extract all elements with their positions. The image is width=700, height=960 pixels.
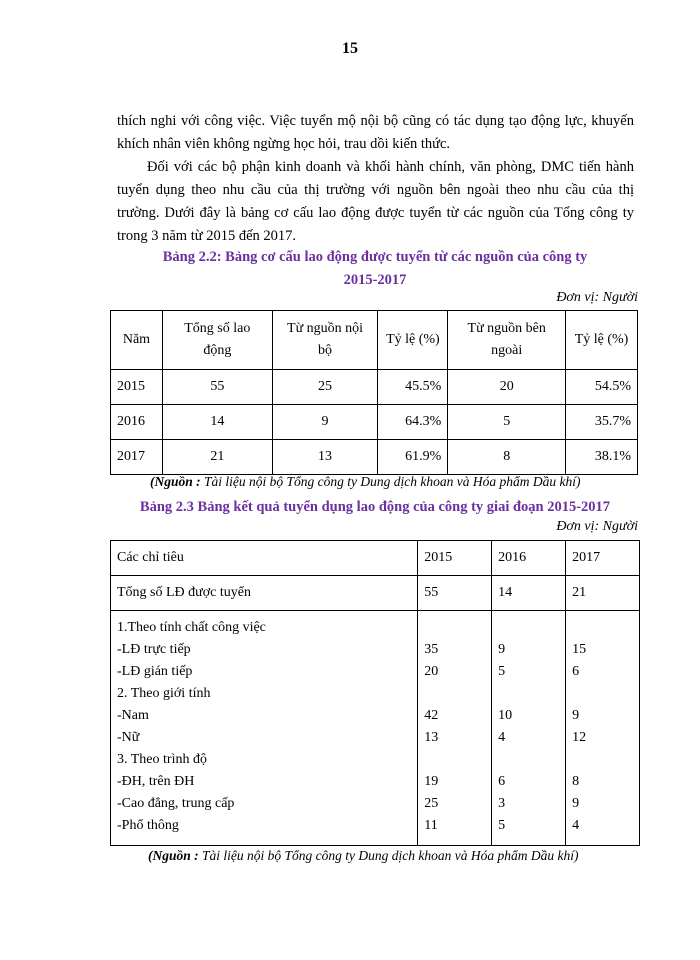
detail-value: 9 xyxy=(572,796,580,811)
cell-total: 14 xyxy=(162,405,272,440)
cell-year: 2016 xyxy=(111,405,163,440)
cell-internal: 25 xyxy=(272,370,378,405)
table-header-row xyxy=(111,541,640,576)
cell-external-pct: 54.5% xyxy=(566,370,638,405)
detail-value: 20 xyxy=(424,664,439,679)
table-row xyxy=(111,440,638,475)
cell-total: 55 xyxy=(162,370,272,405)
header-cell: 2015 xyxy=(418,541,492,576)
detail-label: -Nam xyxy=(117,708,149,723)
cell-external-pct: 38.1% xyxy=(566,440,638,475)
detail-2017-cell xyxy=(566,611,640,846)
detail-value: 4 xyxy=(572,818,580,833)
table-2-2-caption-line2: 2015-2017 xyxy=(343,272,407,288)
detail-label: -LĐ gián tiếp xyxy=(117,664,193,679)
table-2-2-caption-line1: Bảng 2.2: Bảng cơ cấu lao động được tuyển từ các nguồn của công ty xyxy=(162,249,588,265)
detail-label: -Nữ xyxy=(117,730,140,745)
header-cell: 2017 xyxy=(566,541,640,576)
cell-internal-pct: 64.3% xyxy=(378,405,448,440)
detail-value: 11 xyxy=(424,818,438,833)
detail-value xyxy=(572,749,633,771)
table-2-3-source xyxy=(148,848,578,864)
source-text: Tài liệu nội bộ Tổng công ty Dung dịch khoan và Hóa phẩm Dầu khí) xyxy=(204,474,581,489)
detail-value: 5 xyxy=(498,818,506,833)
detail-value: 12 xyxy=(572,730,587,745)
detail-value: 6 xyxy=(572,664,580,679)
detail-labels-cell xyxy=(111,611,418,846)
table-header-row xyxy=(111,311,638,370)
detail-value: 3 xyxy=(498,796,506,811)
detail-value: 4 xyxy=(498,730,506,745)
header-cell: Từ nguồn nội bộ xyxy=(272,311,378,370)
detail-label: 3. Theo trình độ xyxy=(117,752,207,767)
detail-value: 35 xyxy=(424,642,439,657)
detail-value xyxy=(572,683,633,705)
source-label: (Nguồn : xyxy=(148,848,199,863)
cell-internal: 13 xyxy=(272,440,378,475)
detail-value: 13 xyxy=(424,730,439,745)
detail-value: 19 xyxy=(424,774,439,789)
header-cell: Năm xyxy=(111,311,163,370)
cell-total: 21 xyxy=(162,440,272,475)
header-cell: Tổng số lao động xyxy=(162,311,272,370)
cell-2017: 21 xyxy=(566,576,640,611)
header-cell: Tỷ lệ (%) xyxy=(378,311,448,370)
detail-value: 6 xyxy=(498,774,506,789)
cell-internal-pct: 45.5% xyxy=(378,370,448,405)
table-2-2-source xyxy=(150,474,580,490)
detail-value: 15 xyxy=(572,642,587,657)
cell-year: 2015 xyxy=(111,370,163,405)
detail-value: 25 xyxy=(424,796,439,811)
cell-internal-pct: 61.9% xyxy=(378,440,448,475)
body-paragraph-2: Đối với các bộ phận kinh doanh và khối hành chính, văn phòng, DMC tiến hành tuyển dụng theo nhu cầu của thị trường với nguồn bên ngoài theo nhu cầu của thị trường. Dưới đây là bảng cơ cấu lao động được tuyển từ các nguồn của Tổng công ty trong 3 năm từ 2015 đến 2017. xyxy=(117,159,634,244)
table-row xyxy=(111,370,638,405)
detail-label: 1.Theo tính chất công việc xyxy=(117,620,266,635)
cell-external: 8 xyxy=(448,440,566,475)
body-paragraph-1: thích nghi với công việc. Việc tuyển mộ nội bộ cũng có tác dụng tạo động lực, khuyến khích nhân viên không ngừng học hỏi, trau dồi kiến thức. xyxy=(117,113,634,152)
detail-label: -ĐH, trên ĐH xyxy=(117,774,195,789)
page-number: 15 xyxy=(342,40,358,57)
header-cell: Tỷ lệ (%) xyxy=(566,311,638,370)
detail-label: -Phổ thông xyxy=(117,818,179,833)
detail-label: 2. Theo giới tính xyxy=(117,686,211,701)
detail-value xyxy=(498,683,559,705)
detail-value xyxy=(424,683,485,705)
header-cell: Từ nguồn bên ngoài xyxy=(448,311,566,370)
cell-external-pct: 35.7% xyxy=(566,405,638,440)
detail-label: -LĐ trực tiếp xyxy=(117,642,191,657)
detail-2016-cell xyxy=(492,611,566,846)
table-2-3 xyxy=(110,540,640,846)
table-2-2 xyxy=(110,310,638,475)
cell-internal: 9 xyxy=(272,405,378,440)
cell-label: Tổng số LĐ được tuyển xyxy=(111,576,418,611)
detail-value xyxy=(498,749,559,771)
detail-value xyxy=(572,617,633,639)
header-cell: Các chỉ tiêu xyxy=(111,541,418,576)
detail-value: 5 xyxy=(498,664,506,679)
table-row xyxy=(111,405,638,440)
cell-2015: 55 xyxy=(418,576,492,611)
detail-value xyxy=(424,617,485,639)
detail-value xyxy=(498,617,559,639)
table-row-total xyxy=(111,576,640,611)
detail-value: 10 xyxy=(498,708,513,723)
source-label: (Nguồn : xyxy=(150,474,201,489)
table-2-3-unit: Đơn vị: Người xyxy=(556,519,638,534)
detail-value: 8 xyxy=(572,774,580,789)
table-2-3-caption: Bảng 2.3 Bảng kết quả tuyển dụng lao động của công ty giai đoạn 2015-2017 xyxy=(139,499,611,515)
detail-value xyxy=(424,749,485,771)
table-row-detail xyxy=(111,611,640,846)
detail-label: -Cao đẳng, trung cấp xyxy=(117,796,235,811)
cell-2016: 14 xyxy=(492,576,566,611)
source-text: Tài liệu nội bộ Tổng công ty Dung dịch khoan và Hóa phẩm Dầu khí) xyxy=(202,848,579,863)
detail-value: 42 xyxy=(424,708,439,723)
header-cell: 2016 xyxy=(492,541,566,576)
detail-value: 9 xyxy=(498,642,506,657)
table-2-2-caption xyxy=(110,246,640,292)
table-2-2-unit: Đơn vị: Người xyxy=(556,290,638,305)
cell-external: 20 xyxy=(448,370,566,405)
detail-2015-cell xyxy=(418,611,492,846)
cell-year: 2017 xyxy=(111,440,163,475)
cell-external: 5 xyxy=(448,405,566,440)
detail-value: 9 xyxy=(572,708,580,723)
